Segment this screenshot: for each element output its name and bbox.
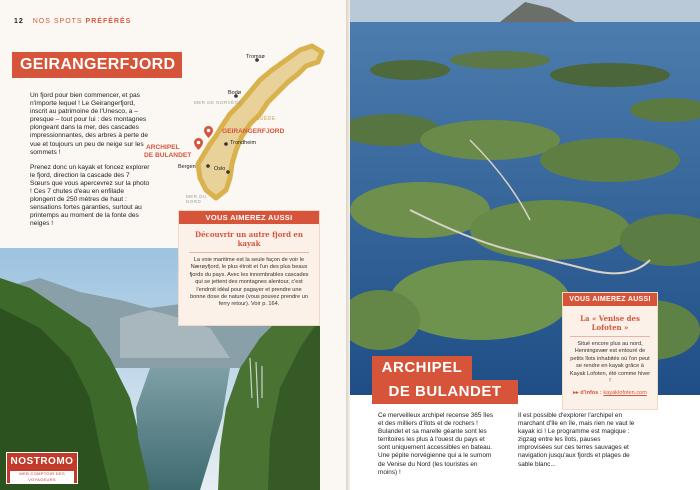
archipel-title-line2: DE BULANDET <box>372 380 518 404</box>
page-margin <box>320 248 348 490</box>
paragraph: Prenez donc un kayak et foncez explorer le fjord, direction la cascade des 7 Sœurs que vous apercevrez sur la photo ! Ces 7 chutes d'eau en enfilade plongent de 250 mètres de haut : sensations fortes garanties, surtout au printemps au moment de la fonte des neiges ! <box>30 163 150 228</box>
aside-text: La voie maritime est la seule façon de voir le Nærøyfjord, le plus étroit et l'un des plus beaux fjords du pays. Avec les innombrables cascades qui se jettent des montagnes alentour, c'est l'endroit idéal pour pagayer et prendre une bonne dose de nature (vous pouvez prendre un ferry retour). Voir p. 164. <box>189 257 309 308</box>
info-link[interactable]: kayaklofoten.com <box>603 390 647 397</box>
map-label-oslo: Oslo <box>214 166 226 172</box>
right-page <box>350 0 700 490</box>
page-number: 12 <box>14 18 24 25</box>
map-label-bergen: Bergen <box>178 164 196 170</box>
map-label-bodo: Bodø <box>228 90 242 96</box>
info-label: ▸▸ d'infos : <box>573 390 602 397</box>
bulandet-body-col1: Ce merveilleux archipel recense 365 îles et des milliers d'îlots et de rochers ! Bulandet et sa marelle géante sont les territoires les plus à l'ouest du pays et sont uniquement accessibles en bateau. Une pépite norvégienne qui a le surnom de Venise du Nord (les touristes en moins) ! <box>378 412 494 476</box>
aside-title: La « Venise des Lofoten » <box>580 314 640 332</box>
logo-tagline: WEB COMPTOIR DES VOYAGEURS <box>10 471 74 483</box>
left-page <box>0 0 348 490</box>
aside-box-lofoten <box>562 292 658 410</box>
bulandet-body-col2: Il est possible d'explorer l'archipel en marchant d'île en île, mais rien ne vaut le kayak ici ! Le programme est magique : zigzag entre les îlots, pauses improvisées sur ces terres sauvages et navigation jusqu'aux fjords et plages de sable blanc... <box>518 412 635 468</box>
map-label-trondheim: Trondheim <box>230 140 257 146</box>
archipel-title-line1: ARCHIPEL <box>372 356 472 380</box>
section-label: NOS SPOTS <box>32 18 83 25</box>
norway-map <box>144 40 330 210</box>
paragraph: Un fjord pour bien commencer, et pas n'importe lequel ! Le Geirangerfjord, inscrit au patrimoine de l'Unesco, a – presque – tout pour lui : des montagnes plongeant dans la mer, des cascades impressionnantes, des arbres à perte de vue et toujours un peu de neige sur les sommets ! <box>30 92 149 156</box>
divider <box>570 336 650 337</box>
geirangerfjord-body <box>30 92 150 236</box>
map-label-north-sea <box>186 194 207 204</box>
aside-text: Situé encore plus au nord, Henningsvær est entouré de petits îlots inhabités où l'on peut se rendre en kayak grâce à Kayak Lofoten, été comme hiver ! <box>569 341 651 385</box>
section-label-bold: PRÉFÉRÉS <box>85 18 132 25</box>
logo-name: NOSTROMO <box>10 456 74 467</box>
aside-box-fjord <box>178 210 320 326</box>
aside-heading: VOUS AIMEREZ AUSSI <box>179 211 319 224</box>
norway-map-shape <box>150 40 330 210</box>
page-folio <box>14 18 131 25</box>
geirangerfjord-title: GEIRANGERFJORD <box>12 52 182 78</box>
map-label-geirangerfjord: GEIRANGERFJORD <box>222 128 285 135</box>
nostromo-logo <box>6 452 78 484</box>
map-label-archipel: ARCHIPEL <box>146 144 180 151</box>
aside-title: Découvrir un autre fjord en kayak <box>195 230 303 248</box>
aside-heading: VOUS AIMEREZ AUSSI <box>563 293 657 306</box>
map-label-north-sea-2: NORD <box>186 199 202 204</box>
divider <box>189 252 309 253</box>
map-label-sweden: SUÈDE <box>256 116 276 122</box>
map-pin-icon <box>204 126 213 138</box>
map-pin-icon <box>194 138 203 150</box>
map-label-north-sea-1: MER DU <box>186 194 207 199</box>
map-label-bulandet: DE BULANDET <box>144 152 192 159</box>
map-label-tromso: Tromsø <box>246 54 265 60</box>
map-label-norwegian-sea: MER DE NORVÈGE <box>194 100 243 105</box>
aside-info <box>563 390 657 398</box>
